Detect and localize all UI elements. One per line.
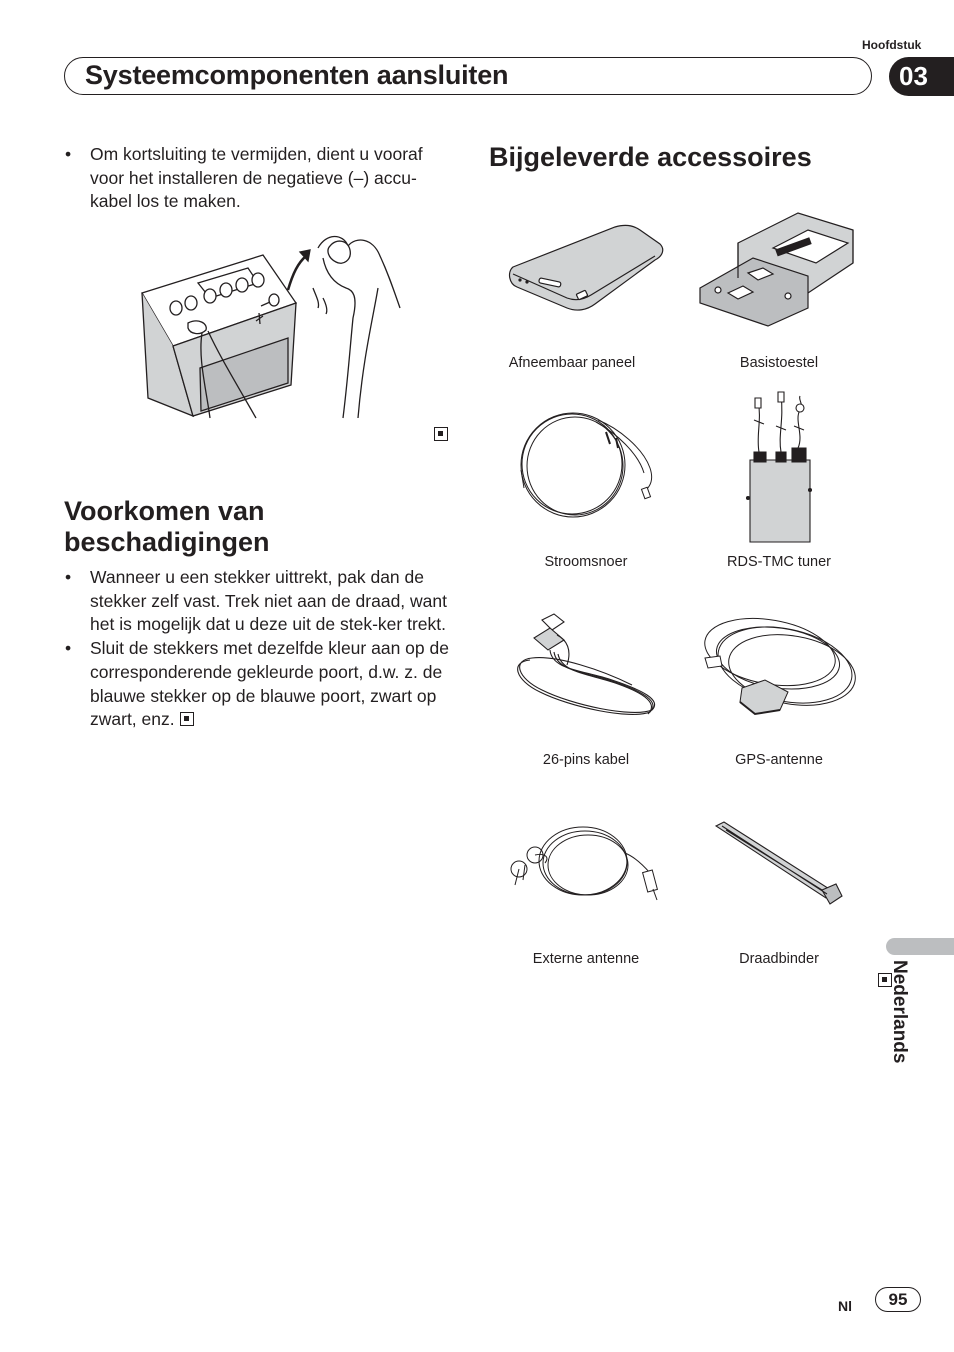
rds-tmc-tuner-illustration	[744, 390, 816, 545]
accessory-label: Stroomsnoer	[544, 554, 628, 570]
footer-language-code: Nl	[838, 1298, 852, 1314]
chapter-title: Systeemcomponenten aansluiten	[85, 60, 509, 90]
language-side-tab	[886, 938, 954, 955]
battery-disconnect-illustration	[138, 228, 408, 423]
language-label-text: Nederlands	[889, 960, 910, 1064]
accessory-label: Draadbinder	[739, 951, 819, 967]
accessory-label: Basistoestel	[739, 355, 819, 371]
damage-prevention-item: • Wanneer u een stekker uittrekt, pak dan de stekker zelf vast. Trek niet aan de draad, want het is mogelijk dat u deze uit de stek-ker trekt.	[64, 566, 456, 637]
accessory-label: Externe antenne	[532, 951, 640, 967]
accessory-label: 26-pins kabel	[542, 752, 630, 768]
power-cord-illustration	[518, 408, 658, 523]
intro-bullet-item: • Om kortsluiting te vermijden, dient u vooraf voor het installeren de negatieve (–) accu-kabel los te maken.	[64, 143, 454, 214]
page-number: 95	[875, 1287, 921, 1312]
accessory-label: RDS-TMC tuner	[727, 554, 831, 570]
section-end-marker	[434, 427, 448, 441]
chapter-number-badge: 03	[889, 57, 954, 96]
intro-bullet-list	[64, 143, 454, 214]
accessories-heading: Bijgeleverde accessoires	[489, 142, 812, 172]
gps-antenna-illustration	[700, 610, 862, 718]
accessory-label: GPS-antenne	[735, 752, 823, 768]
damage-prevention-list	[64, 566, 456, 732]
damage-prevention-heading: Voorkomen van beschadigingen	[64, 496, 270, 557]
chapter-label: Hoofdstuk	[862, 38, 922, 52]
section-end-marker	[180, 712, 194, 726]
language-side-label	[880, 960, 940, 1080]
detachable-panel-illustration	[505, 222, 665, 317]
external-antenna-illustration	[505, 825, 663, 905]
damage-prevention-item: • Sluit de stekkers met dezelfde kleur aan op de corresponderende gekleurde poort, d.w. z. de blauwe stekker op de blauwe poort, zwart op zwart, enz.	[64, 637, 456, 732]
26-pin-cable-illustration	[512, 610, 662, 720]
head-unit-illustration	[698, 208, 863, 330]
cable-tie-illustration	[712, 820, 847, 908]
accessory-label: Afneembaar paneel	[508, 355, 636, 371]
